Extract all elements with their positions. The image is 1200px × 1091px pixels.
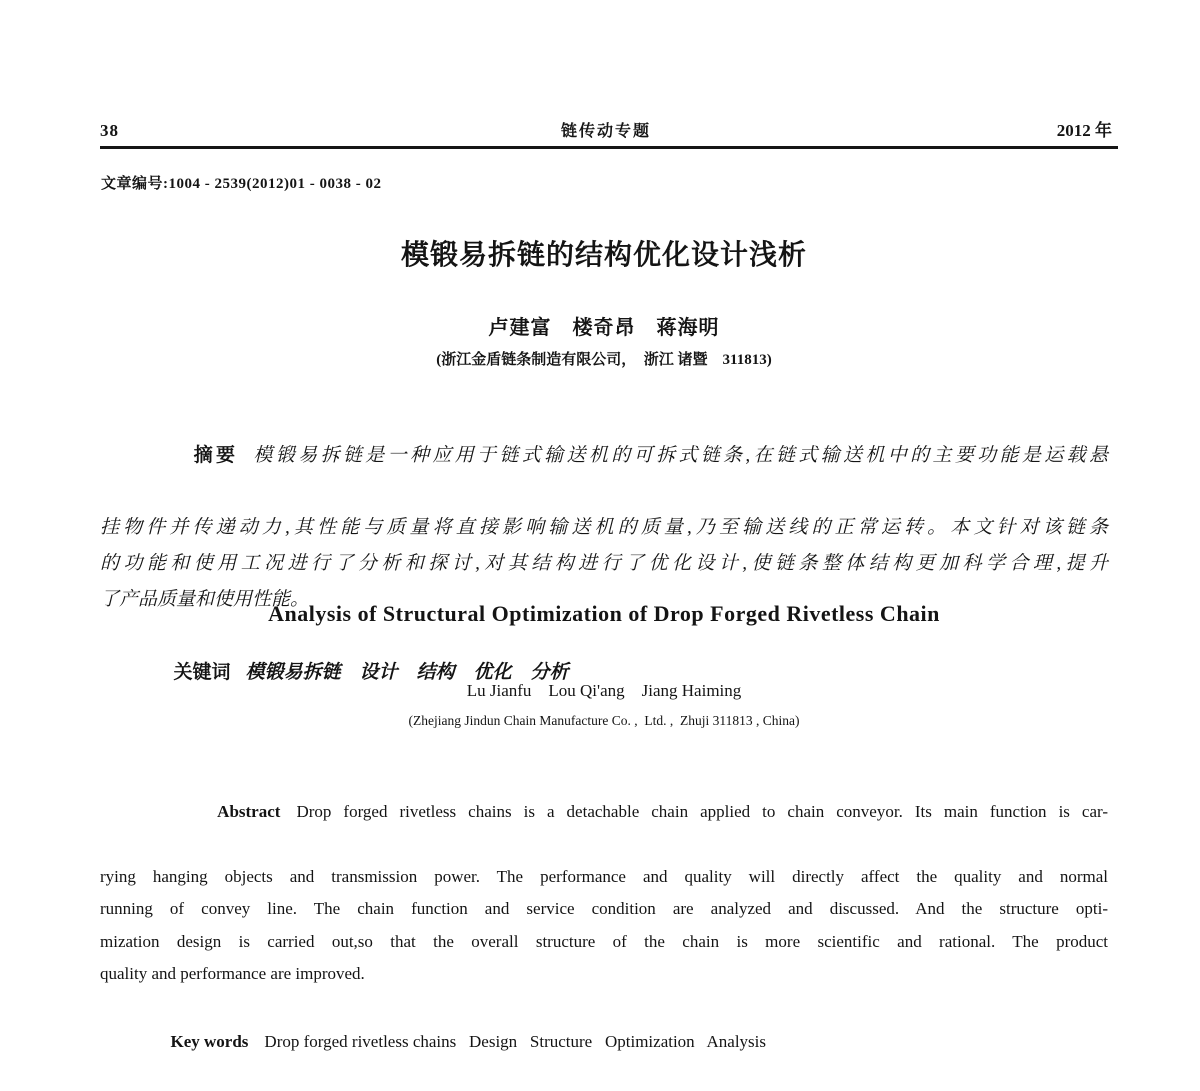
english-title: Analysis of Structural Optimization of Drop Forged Rivetless Chain	[100, 601, 1108, 627]
running-head	[100, 116, 1112, 141]
chinese-abstract-block	[100, 402, 1108, 727]
english-keywords	[100, 994, 1108, 1091]
english-abstract-block	[100, 763, 1108, 1091]
abstract-line: rying hanging objects and transmission power. The performance and quality will directly affect the quality and normal	[100, 861, 1108, 894]
abstract-line: 挂物件并传递动力,其性能与质量将直接影响输送机的质量,乃至输送线的正常运转。本文针对该链条	[100, 510, 1108, 546]
article-number	[101, 172, 382, 193]
abstract-line: quality and performance are improved.	[100, 958, 1108, 991]
chinese-affiliation: (浙江金盾链条制造有限公司， 浙江 诸暨 311813)	[100, 348, 1108, 369]
chinese-abstract-first-line	[100, 402, 1108, 510]
english-keywords-terms: Drop forged rivetless chains Design Structure Optimization Analysis	[264, 1032, 766, 1051]
chinese-keywords	[100, 619, 1108, 727]
english-abstract-label: Abstract	[217, 802, 280, 821]
english-keywords-label: Key words	[171, 1032, 249, 1051]
english-abstract-first-line	[100, 763, 1108, 861]
abstract-line: running of convey line. The chain function and service condition are analyzed and discussed. And the structure opti-	[100, 893, 1108, 926]
page-number: 38	[100, 121, 240, 141]
english-authors: Lu Jianfu Lou Qi'ang Jiang Haiming	[100, 681, 1108, 701]
year-label: 2012 年	[972, 116, 1112, 141]
english-abstract-line-text: Drop forged rivetless chains is a detachable chain applied to chain conveyor. Its main function is car-	[296, 802, 1108, 821]
english-abstract-lines	[100, 861, 1108, 991]
article-number-value: :1004 - 2539(2012)01 - 0038 - 02	[163, 176, 381, 192]
article-number-label: 文章编号	[101, 175, 163, 192]
english-affiliation: (Zhejiang Jindun Chain Manufacture Co. , Ltd. , Zhuji 311813 , China)	[100, 713, 1108, 729]
chinese-keywords-terms: 模锻易拆链 设计 结构 优化 分析	[246, 662, 569, 683]
abstract-line: 的功能和使用工况进行了分析和探讨,对其结构进行了优化设计,使链条整体结构更加科学合理,提升	[100, 546, 1108, 582]
section-title: 链传动专题	[240, 118, 972, 141]
chinese-abstract-label: 摘要	[194, 445, 239, 466]
chinese-keywords-label: 关键词	[174, 662, 231, 683]
abstract-line: mization design is carried out,so that the overall structure of the chain is more scientific and rational. The product	[100, 926, 1108, 959]
abstract-line: 了产品质量和使用性能。	[100, 582, 1108, 618]
header-divider-rule	[100, 146, 1118, 149]
chinese-abstract-line-text: 模锻易拆链是一种应用于链式输送机的可拆式链条,在链式输送机中的主要功能是运载悬	[253, 445, 1108, 466]
chinese-title: 模锻易拆链的结构优化设计浅析	[100, 233, 1108, 273]
chinese-authors: 卢建富 楼奇昂 蒋海明	[100, 311, 1108, 340]
